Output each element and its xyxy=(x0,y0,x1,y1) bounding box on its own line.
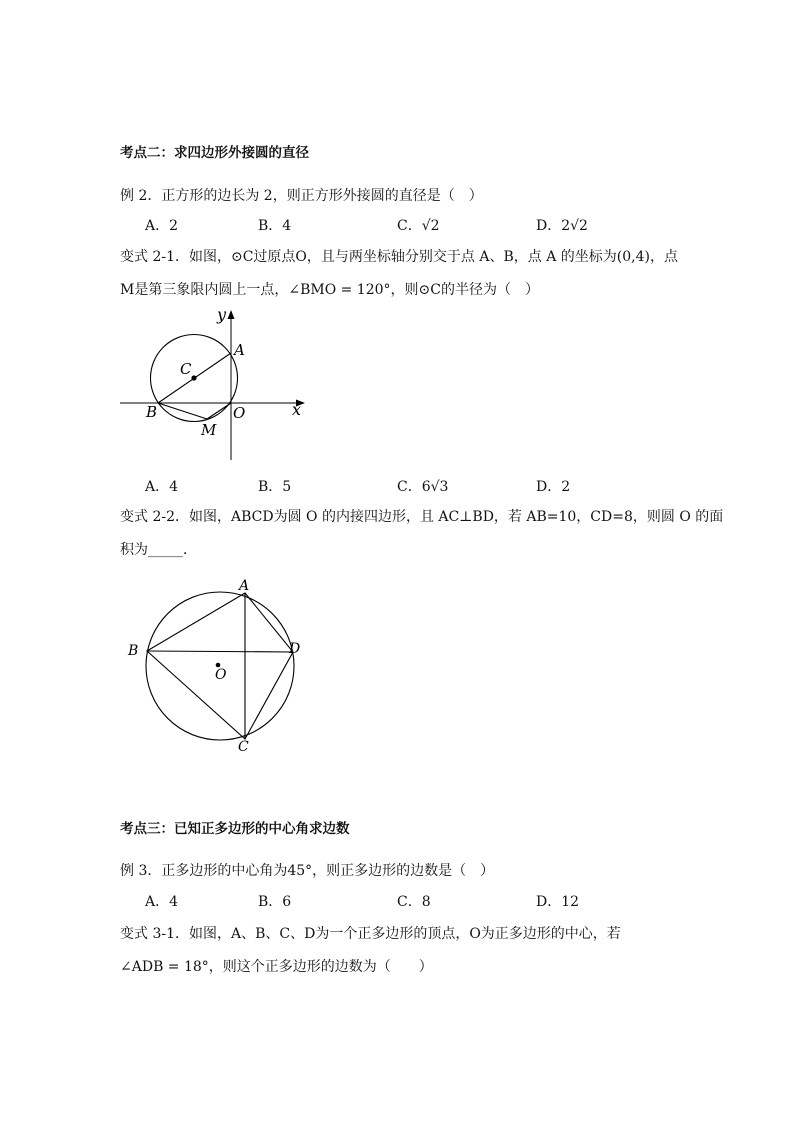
option-a: A．2 xyxy=(145,218,179,234)
section-3-heading: 考点三：已知正多边形的中心角求边数 xyxy=(120,821,350,837)
variant-2-2-line-2: 积为_____． xyxy=(120,542,197,558)
option-b: B．4 xyxy=(258,218,292,234)
option-b: B．6 xyxy=(258,894,292,910)
variant-2-1-line-2: M是第三象限内圆上一点，∠BMO = 120°，则⊙C的半径为（ ） xyxy=(120,282,539,298)
variant-2-1-options xyxy=(0,477,794,497)
option-d: D．2√2 xyxy=(536,218,588,234)
variant-2-2-line-1: 变式 2-2．如图，ABCD为圆 O 的内接四边形，且 AC⊥BD，若 AB=10，CD=8，则圆 O 的面 xyxy=(120,509,724,525)
variant-2-1-figure xyxy=(115,302,315,464)
label-d: D xyxy=(289,641,301,657)
example-2-options xyxy=(0,216,794,236)
example-3-question: 例 3．正多边形的中心角为45°，则正多边形的边数是（ ） xyxy=(120,863,495,879)
label-a: A xyxy=(234,341,245,359)
segment-mo xyxy=(207,403,231,419)
label-m: M xyxy=(201,421,217,439)
example-3-options xyxy=(0,892,794,912)
diagonal-bd xyxy=(147,651,293,652)
option-d: D．12 xyxy=(536,894,580,910)
example-2-question: 例 2．正方形的边长为 2，则正方形外接圆的直径是（ ） xyxy=(120,188,483,204)
label-b: B xyxy=(128,643,139,659)
option-b: B．5 xyxy=(258,479,292,495)
variant-3-1-line-1: 变式 3-1．如图，A、B、C、D为一个正多边形的顶点，O为正多边形的中心，若 xyxy=(120,926,621,942)
label-x: x xyxy=(292,400,302,419)
y-axis-arrow-icon xyxy=(228,310,235,319)
label-y: y xyxy=(217,305,227,324)
option-c: C．6√3 xyxy=(397,479,449,495)
label-c: C xyxy=(238,739,249,755)
option-c: C．8 xyxy=(397,894,431,910)
point-c xyxy=(191,375,196,380)
label-c: C xyxy=(180,360,192,378)
label-a: A xyxy=(239,578,250,594)
label-o: O xyxy=(233,404,246,422)
option-a: A．4 xyxy=(145,479,179,495)
option-a: A．4 xyxy=(145,894,179,910)
variant-2-1-line-1: 变式 2-1．如图，⊙C过原点O，且与两坐标轴分别交于点 A、B，点 A 的坐标为(0,4)，点 xyxy=(120,249,678,265)
variant-3-1-line-2: ∠ADB = 18°，则这个正多边形的边数为（ ） xyxy=(120,959,433,975)
label-o: O xyxy=(215,667,227,683)
label-b: B xyxy=(146,403,158,421)
option-d: D．2 xyxy=(536,479,571,495)
variant-2-2-figure xyxy=(120,572,320,758)
section-2-heading: 考点二：求四边形外接圆的直径 xyxy=(120,145,309,161)
option-c: C．√2 xyxy=(397,218,440,234)
